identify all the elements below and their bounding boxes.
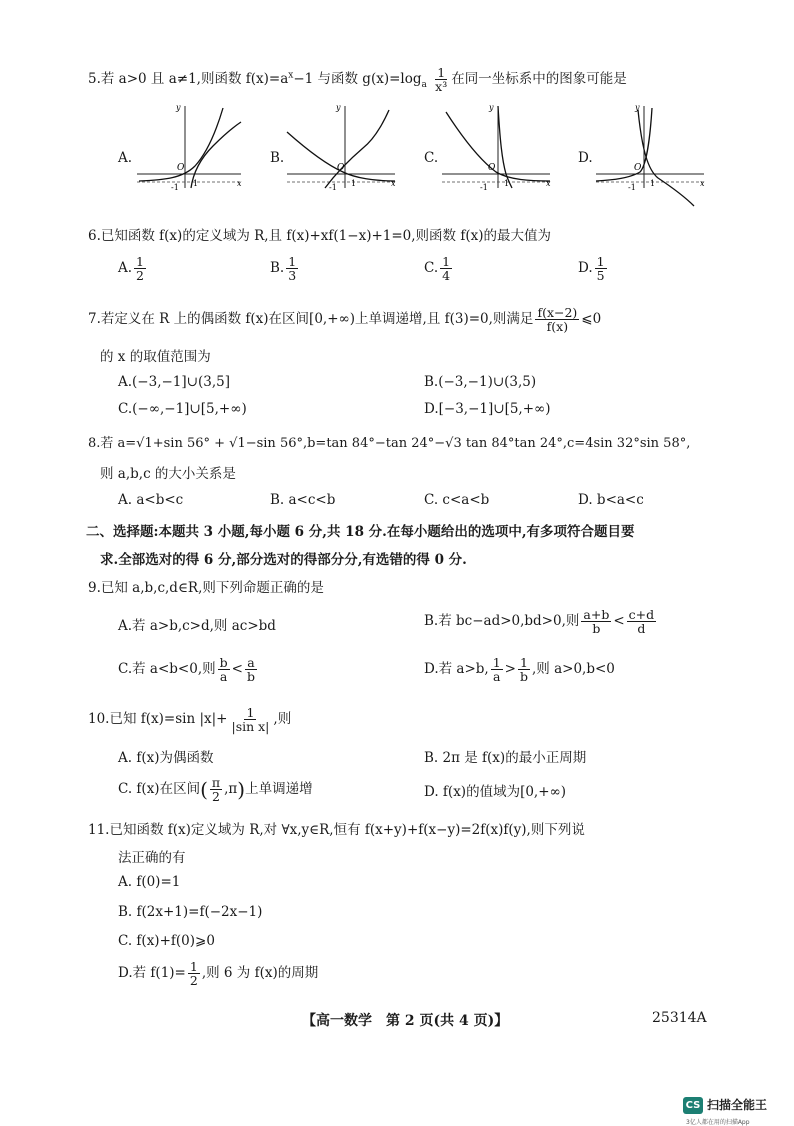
q6-option-d: D. $\frac{1}{5}$ — [578, 254, 605, 284]
exam-code: 25314A — [652, 1010, 707, 1026]
q7-option-a: A.(−3,−1]∪(3,5] — [118, 374, 230, 390]
q5a-neg1: -1 — [171, 183, 179, 190]
q8-stem-line1: 8.若 a=√1+sin 56° + √1−sin 56°,b=tan 84°−tan 24°−√3 tan 84°tan 24°,c=4sin 32°sin 58°, — [88, 436, 691, 451]
q5b-one: 1 — [351, 179, 357, 188]
q5d-origin: O — [634, 163, 642, 173]
q8-stem-line2: 则 a,b,c 的大小关系是 — [100, 466, 236, 482]
q6-option-a: A. $\frac{1}{2}$ — [118, 254, 144, 284]
q11-stem-line2: 法正确的有 — [118, 850, 186, 866]
q5c-x: x — [546, 179, 551, 188]
q10-option-b: B. 2π 是 f(x)的最小正周期 — [424, 750, 587, 766]
q9-option-b: B.若 bc−ad>0,bd>0,则 $\frac{a+b}{b}$ < $\frac{c+d}{d}$ — [424, 607, 655, 637]
q8-option-c: C. c<a<b — [424, 492, 490, 508]
q6-option-c: C. $\frac{1}{4}$ — [424, 254, 451, 284]
q7-option-d: D.[−3,−1]∪[5,+∞) — [424, 401, 551, 417]
q11-option-c: C. f(x)+f(0)⩾0 — [118, 933, 215, 949]
q9-option-d: D.若 a>b, $\frac{1}{a}$ > $\frac{1}{b}$ ,则 a>0,b<0 — [424, 655, 615, 685]
q5b-x: x — [391, 179, 396, 188]
q5c-origin: O — [488, 163, 496, 173]
q5-frac: $\frac{1}{\text{x³}}$ — [435, 65, 448, 95]
q7-option-c: C.(−∞,−1]∪[5,+∞) — [118, 401, 247, 417]
q8-option-d: D. b<a<c — [578, 492, 644, 508]
q9-stem: 9.已知 a,b,c,d∈R,则下列命题正确的是 — [88, 580, 324, 596]
q8-option-b: B. a<c<b — [270, 492, 336, 508]
q8-option-a: A. a<b<c — [118, 492, 184, 508]
q11-option-a: A. f(0)=1 — [118, 874, 181, 890]
q6-stem: 6.已知函数 f(x)的定义域为 R,且 f(x)+xf(1−x)+1=0,则函数 f(x)的最大值为 — [88, 228, 551, 244]
q5d-neg1: -1 — [628, 183, 636, 192]
page-footer: 【高一数学 第 2 页(共 4 页)】 — [302, 1013, 509, 1029]
q5b-origin: O — [337, 163, 345, 173]
q5a-origin: O — [177, 163, 185, 173]
q5-option-a-label: A. — [118, 150, 133, 166]
q5b-y: y — [336, 103, 341, 112]
q5-graph-a — [135, 100, 245, 190]
q11-option-b: B. f(2x+1)=f(−2x−1) — [118, 904, 263, 920]
scanner-logo-icon: CS — [683, 1097, 703, 1114]
section2-line2: 求.全部选对的得 6 分,部分选对的得部分分,有选错的得 0 分. — [100, 552, 467, 568]
q5a-one: 1 — [193, 179, 199, 188]
section2-line1: 二、选择题:本题共 3 小题,每小题 6 分,共 18 分.在每小题给出的选项中,有多项符合题目要 — [86, 524, 635, 540]
q5-graph-c — [440, 100, 555, 190]
q10-option-a: A. f(x)为偶函数 — [118, 750, 214, 766]
scanner-app-name: 扫描全能王 — [707, 1098, 768, 1112]
q7-stem: 7.若定义在 R 上的偶函数 f(x)在区间[0,+∞)上单调递增,且 f(3)=0,则满足 $\frac{f(x-2)}{f(x)}$ ⩽0 — [88, 305, 602, 335]
q5-option-d-label: D. — [578, 150, 593, 166]
q5-graph-b — [285, 100, 400, 190]
q5a-x: x — [237, 179, 242, 188]
q11-option-d: D.若 f(1)= $\frac{1}{2}$ ,则 6 为 f(x)的周期 — [118, 959, 319, 989]
q9-option-c: C.若 a<b<0,则 $\frac{b}{a}$ < $\frac{a}{b}$ — [118, 655, 255, 685]
q5c-neg1: -1 — [480, 183, 488, 190]
q10-option-d: D. f(x)的值域为[0,+∞) — [424, 784, 567, 800]
q10-option-c: C. f(x)在区间( $\frac{\pi}{2}$ ,π)上单调递增 — [118, 775, 313, 805]
q7-option-b: B.(−3,−1)∪(3,5) — [424, 374, 537, 390]
q7-stem-line2: 的 x 的取值范围为 — [100, 349, 211, 365]
q5a-y: y — [176, 103, 181, 112]
q5c-y: y — [489, 103, 494, 112]
q5-option-b-label: B. — [270, 150, 285, 166]
q5d-x: x — [700, 179, 705, 188]
q5d-one: 1 — [650, 179, 656, 188]
q5-stem: 5.若 a>0 且 a≠1,则函数 $f(x)=a^x-1$ 与函数 $g(x)=\log_a$ $\frac{1}{\text{x³}}$ 在同一坐标系中的图象可能是 — [88, 65, 627, 95]
scanner-tagline: 3亿人都在用的扫描App — [686, 1119, 750, 1126]
q10-stem: 10.已知 f(x)=sin |x|+ $\frac{1}{\text{|sin x|}}$ ,则 — [88, 705, 292, 735]
q6-option-b: B. $\frac{1}{3}$ — [270, 254, 297, 284]
q5c-one: 1 — [504, 179, 510, 188]
q5b-neg1: -1 — [329, 183, 337, 190]
q9-option-a: A.若 a>b,c>d,则 ac>bd — [118, 618, 276, 634]
q5d-y: y — [635, 103, 640, 112]
q5-graph-d — [594, 100, 709, 210]
q5-option-c-label: C. — [424, 150, 439, 166]
q11-stem-line1: 11.已知函数 f(x)定义域为 R,对 ∀x,y∈R,恒有 f(x+y)+f(x−y)=2f(x)f(y),则下列说 — [88, 822, 585, 838]
